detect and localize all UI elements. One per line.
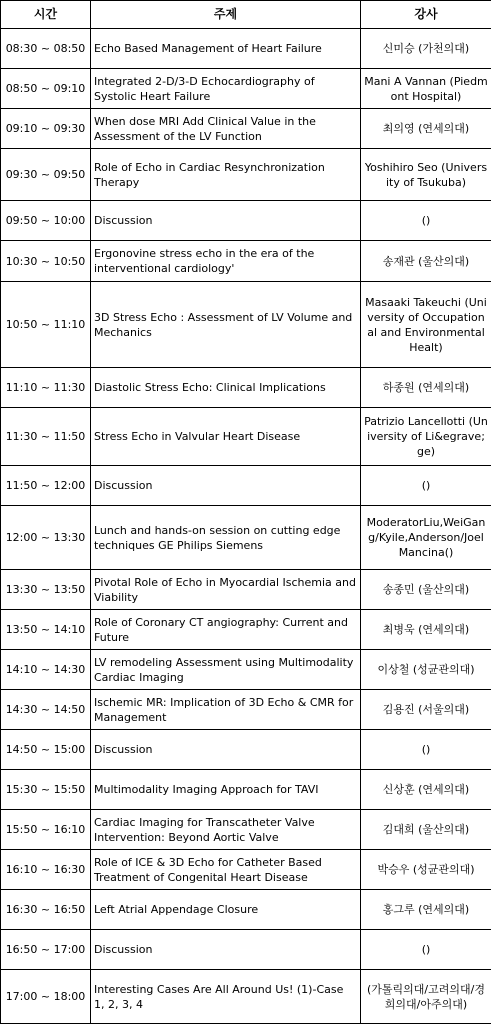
session-speaker: Patrizio Lancellotti (University of Li&egrave;ge) — [361, 408, 491, 466]
session-topic: Integrated 2-D/3-D Echocardiography of Systolic Heart Failure — [91, 69, 361, 109]
session-speaker: 신미승 (가천의대) — [361, 29, 491, 69]
table-row — [1, 890, 491, 930]
session-speaker: 홍그루 (연세의대) — [361, 890, 491, 930]
session-speaker: 김대희 (울산의대) — [361, 810, 491, 850]
session-speaker: 최의영 (연세의대) — [361, 109, 491, 149]
session-topic: Interesting Cases Are All Around Us! (1)-Case 1, 2, 3, 4 — [91, 970, 361, 1024]
session-speaker: () — [361, 201, 491, 241]
table-row — [1, 690, 491, 730]
session-topic: Discussion — [91, 466, 361, 506]
table-row — [1, 650, 491, 690]
table-row — [1, 282, 491, 368]
session-time: 09:30 ~ 09:50 — [1, 149, 91, 201]
session-topic: Stress Echo in Valvular Heart Disease — [91, 408, 361, 466]
session-topic: 3D Stress Echo : Assessment of LV Volume and Mechanics — [91, 282, 361, 368]
table-row — [1, 770, 491, 810]
session-topic: Multimodality Imaging Approach for TAVI — [91, 770, 361, 810]
session-speaker: 신상훈 (연세의대) — [361, 770, 491, 810]
session-speaker: () — [361, 730, 491, 770]
table-row — [1, 368, 491, 408]
session-time: 15:30 ~ 15:50 — [1, 770, 91, 810]
session-speaker: () — [361, 930, 491, 970]
session-topic: Discussion — [91, 730, 361, 770]
session-speaker: 하종원 (연세의대) — [361, 368, 491, 408]
table-row — [1, 29, 491, 69]
session-time: 10:30 ~ 10:50 — [1, 241, 91, 282]
table-row — [1, 850, 491, 890]
session-topic: Role of ICE & 3D Echo for Catheter Based Treatment of Congenital Heart Disease — [91, 850, 361, 890]
session-topic: Discussion — [91, 930, 361, 970]
session-speaker: (가톨릭의대/고려의대/경희의대/아주의대) — [361, 970, 491, 1024]
session-topic: Discussion — [91, 201, 361, 241]
table-row — [1, 610, 491, 650]
table-row — [1, 970, 491, 1024]
session-time: 17:00 ~ 18:00 — [1, 970, 91, 1024]
table-row — [1, 810, 491, 850]
session-speaker: Masaaki Takeuchi (University of Occupational and Environmental Healt) — [361, 282, 491, 368]
session-speaker: Yoshihiro Seo (University of Tsukuba) — [361, 149, 491, 201]
session-time: 14:30 ~ 14:50 — [1, 690, 91, 730]
table-row — [1, 69, 491, 109]
table-row — [1, 149, 491, 201]
session-speaker: ModeratorLiu,WeiGang/Kyile,Anderson/JoelMancina() — [361, 506, 491, 570]
table-row — [1, 506, 491, 570]
session-topic: When dose MRI Add Clinical Value in the Assessment of the LV Function — [91, 109, 361, 149]
table-row — [1, 730, 491, 770]
session-topic: Diastolic Stress Echo: Clinical Implications — [91, 368, 361, 408]
header-row — [1, 1, 491, 29]
session-topic: Pivotal Role of Echo in Myocardial Ischemia and Viability — [91, 570, 361, 610]
header-time: 시간 — [1, 1, 91, 29]
header-topic: 주제 — [91, 1, 361, 29]
session-speaker: 김용진 (서울의대) — [361, 690, 491, 730]
session-topic: Cardiac Imaging for Transcatheter Valve Intervention: Beyond Aortic Valve — [91, 810, 361, 850]
session-topic: Ergonovine stress echo in the era of the interventional cardiology' — [91, 241, 361, 282]
session-time: 12:00 ~ 13:30 — [1, 506, 91, 570]
session-time: 11:50 ~ 12:00 — [1, 466, 91, 506]
session-time: 08:30 ~ 08:50 — [1, 29, 91, 69]
session-time: 13:30 ~ 13:50 — [1, 570, 91, 610]
session-time: 10:50 ~ 11:10 — [1, 282, 91, 368]
session-topic: Echo Based Management of Heart Failure — [91, 29, 361, 69]
session-topic: Left Atrial Appendage Closure — [91, 890, 361, 930]
table-row — [1, 930, 491, 970]
session-speaker: 송재관 (울산의대) — [361, 241, 491, 282]
session-topic: Role of Coronary CT angiography: Current and Future — [91, 610, 361, 650]
session-topic: LV remodeling Assessment using Multimodality Cardiac Imaging — [91, 650, 361, 690]
session-topic: Lunch and hands-on session on cutting edge techniques GE Philips Siemens — [91, 506, 361, 570]
session-time: 15:50 ~ 16:10 — [1, 810, 91, 850]
session-time: 14:50 ~ 15:00 — [1, 730, 91, 770]
session-time: 09:10 ~ 09:30 — [1, 109, 91, 149]
session-topic: Ischemic MR: Implication of 3D Echo & CMR for Management — [91, 690, 361, 730]
table-row — [1, 408, 491, 466]
session-time: 13:50 ~ 14:10 — [1, 610, 91, 650]
session-speaker: 송종민 (울산의대) — [361, 570, 491, 610]
session-speaker: () — [361, 466, 491, 506]
session-topic: Role of Echo in Cardiac Resynchronization Therapy — [91, 149, 361, 201]
session-time: 09:50 ~ 10:00 — [1, 201, 91, 241]
session-speaker: 이상철 (성균관의대) — [361, 650, 491, 690]
session-time: 16:50 ~ 17:00 — [1, 930, 91, 970]
session-speaker: Mani A Vannan (Piedmont Hospital) — [361, 69, 491, 109]
session-time: 16:30 ~ 16:50 — [1, 890, 91, 930]
table-row — [1, 109, 491, 149]
session-time: 08:50 ~ 09:10 — [1, 69, 91, 109]
session-time: 16:10 ~ 16:30 — [1, 850, 91, 890]
table-row — [1, 241, 491, 282]
table-row — [1, 466, 491, 506]
session-time: 11:10 ~ 11:30 — [1, 368, 91, 408]
table-row — [1, 570, 491, 610]
header-speaker: 강사 — [361, 1, 491, 29]
session-speaker: 최병욱 (연세의대) — [361, 610, 491, 650]
session-time: 14:10 ~ 14:30 — [1, 650, 91, 690]
session-time: 11:30 ~ 11:50 — [1, 408, 91, 466]
session-speaker: 박승우 (성균관의대) — [361, 850, 491, 890]
table-row — [1, 201, 491, 241]
